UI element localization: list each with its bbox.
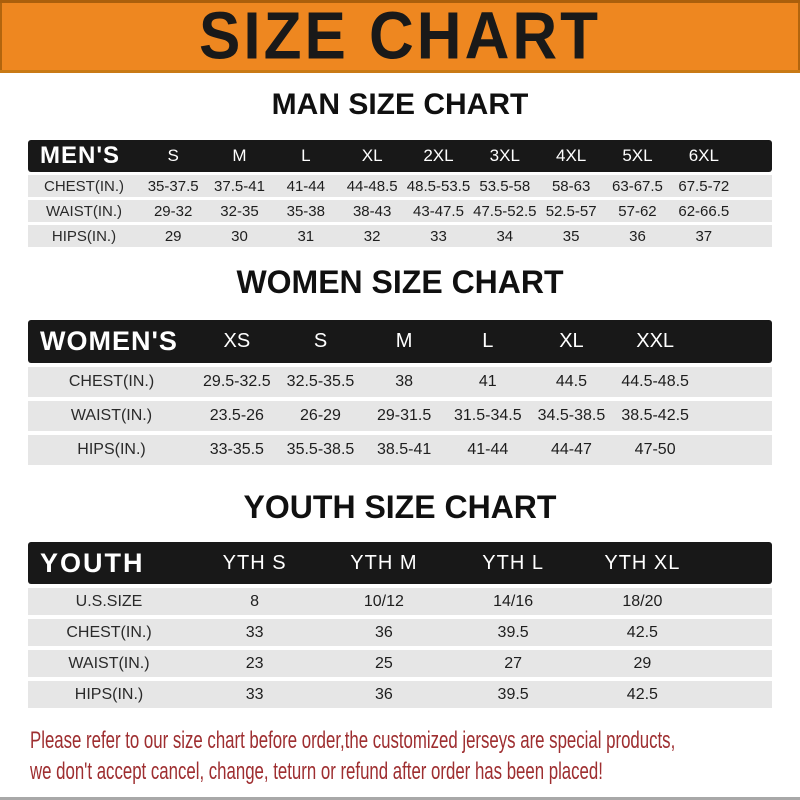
- size-cell: 29-31.5: [362, 401, 446, 431]
- table-row: [28, 619, 772, 646]
- row-label: CHEST(IN.): [28, 367, 195, 397]
- size-cell: 34.5-38.5: [530, 401, 614, 431]
- size-cell: 32.5-35.5: [279, 367, 363, 397]
- table-row: [28, 367, 772, 397]
- table-row: [28, 225, 772, 247]
- women-size-section: [0, 264, 800, 469]
- table-row: [28, 200, 772, 222]
- size-column-header: XL: [530, 320, 614, 363]
- size-cell: 38-43: [339, 200, 405, 222]
- size-cell: 44.5: [530, 367, 614, 397]
- table-corner-label: YOUTH: [28, 542, 190, 584]
- size-column-header: 2XL: [405, 140, 471, 172]
- size-cell: 37: [671, 225, 737, 247]
- table-corner-label: MEN'S: [28, 140, 140, 172]
- size-cell: 41-44: [446, 435, 530, 465]
- size-chart-banner: [0, 0, 800, 73]
- size-column-header: S: [140, 140, 206, 172]
- size-cell: 67.5-72: [671, 175, 737, 197]
- womens-header-row: [28, 320, 772, 363]
- row-label: WAIST(IN.): [28, 401, 195, 431]
- size-cell: 30: [206, 225, 272, 247]
- row-label: HIPS(IN.): [28, 225, 140, 247]
- table-row: [28, 175, 772, 197]
- size-column-header: YTH M: [319, 542, 448, 584]
- header-filler: [707, 542, 772, 584]
- size-column-header: M: [362, 320, 446, 363]
- size-cell: 39.5: [449, 619, 578, 646]
- size-column-header: L: [273, 140, 339, 172]
- size-cell: 47-50: [613, 435, 697, 465]
- banner-title: SIZE CHART: [199, 0, 601, 74]
- size-cell: 53.5-58: [472, 175, 538, 197]
- size-cell: 33: [190, 619, 319, 646]
- table-row: [28, 401, 772, 431]
- size-cell: 32-35: [206, 200, 272, 222]
- size-column-header: 6XL: [671, 140, 737, 172]
- women-size-chart-heading: WOMEN SIZE CHART: [236, 264, 564, 300]
- size-cell: 23.5-26: [195, 401, 279, 431]
- size-column-header: YTH S: [190, 542, 319, 584]
- row-filler: [707, 588, 772, 615]
- size-cell: 37.5-41: [206, 175, 272, 197]
- row-label: CHEST(IN.): [28, 175, 140, 197]
- size-column-header: M: [206, 140, 272, 172]
- size-cell: 29: [578, 650, 707, 677]
- youth-size-table: [28, 538, 772, 712]
- disclaimer-line-2: we don't accept cancel, change, teturn or refund after order has been placed!: [30, 758, 603, 785]
- size-cell: 33: [405, 225, 471, 247]
- row-filler: [737, 200, 772, 222]
- size-cell: 10/12: [319, 588, 448, 615]
- size-cell: 39.5: [449, 681, 578, 708]
- size-column-header: S: [279, 320, 363, 363]
- size-cell: 36: [604, 225, 670, 247]
- table-corner-label: WOMEN'S: [28, 320, 195, 363]
- size-column-header: XL: [339, 140, 405, 172]
- row-filler: [707, 619, 772, 646]
- size-cell: 35-37.5: [140, 175, 206, 197]
- size-cell: 25: [319, 650, 448, 677]
- size-cell: 27: [449, 650, 578, 677]
- row-label: HIPS(IN.): [28, 681, 190, 708]
- size-cell: 36: [319, 619, 448, 646]
- disclaimer-text: [30, 725, 800, 787]
- row-label: WAIST(IN.): [28, 650, 190, 677]
- row-filler: [697, 401, 772, 431]
- size-cell: 48.5-53.5: [405, 175, 471, 197]
- man-size-section: [0, 88, 800, 250]
- size-cell: 34: [472, 225, 538, 247]
- table-row: [28, 650, 772, 677]
- size-cell: 57-62: [604, 200, 670, 222]
- size-cell: 42.5: [578, 681, 707, 708]
- size-cell: 8: [190, 588, 319, 615]
- size-cell: 38: [362, 367, 446, 397]
- youth-size-section: [0, 489, 800, 712]
- size-column-header: 5XL: [604, 140, 670, 172]
- size-column-header: XS: [195, 320, 279, 363]
- size-cell: 38.5-41: [362, 435, 446, 465]
- size-column-header: 4XL: [538, 140, 604, 172]
- header-filler: [697, 320, 772, 363]
- size-cell: 23: [190, 650, 319, 677]
- size-cell: 33: [190, 681, 319, 708]
- row-filler: [697, 435, 772, 465]
- youth-size-chart-heading: YOUTH SIZE CHART: [243, 489, 557, 525]
- size-cell: 18/20: [578, 588, 707, 615]
- size-cell: 29: [140, 225, 206, 247]
- row-filler: [707, 650, 772, 677]
- size-cell: 35: [538, 225, 604, 247]
- row-filler: [737, 225, 772, 247]
- size-cell: 41-44: [273, 175, 339, 197]
- size-cell: 32: [339, 225, 405, 247]
- size-cell: 14/16: [449, 588, 578, 615]
- size-cell: 29-32: [140, 200, 206, 222]
- row-label: CHEST(IN.): [28, 619, 190, 646]
- size-cell: 35-38: [273, 200, 339, 222]
- size-cell: 35.5-38.5: [279, 435, 363, 465]
- size-cell: 41: [446, 367, 530, 397]
- size-cell: 38.5-42.5: [613, 401, 697, 431]
- youth-header-row: [28, 542, 772, 584]
- size-cell: 47.5-52.5: [472, 200, 538, 222]
- size-cell: 44-47: [530, 435, 614, 465]
- size-cell: 33-35.5: [195, 435, 279, 465]
- size-cell: 58-63: [538, 175, 604, 197]
- size-column-header: YTH L: [449, 542, 578, 584]
- size-cell: 31.5-34.5: [446, 401, 530, 431]
- man-size-chart-heading: MAN SIZE CHART: [271, 88, 529, 121]
- size-cell: 36: [319, 681, 448, 708]
- size-column-header: L: [446, 320, 530, 363]
- table-row: [28, 588, 772, 615]
- table-row: [28, 435, 772, 465]
- size-cell: 31: [273, 225, 339, 247]
- disclaimer-line-1: Please refer to our size chart before order,the customized jerseys are special products,: [30, 727, 676, 754]
- size-cell: 29.5-32.5: [195, 367, 279, 397]
- size-cell: 26-29: [279, 401, 363, 431]
- row-filler: [737, 175, 772, 197]
- mens-header-row: [28, 140, 772, 172]
- row-label: HIPS(IN.): [28, 435, 195, 465]
- womens-size-table: [28, 316, 772, 469]
- row-label: WAIST(IN.): [28, 200, 140, 222]
- size-cell: 52.5-57: [538, 200, 604, 222]
- size-cell: 44.5-48.5: [613, 367, 697, 397]
- size-cell: 62-66.5: [671, 200, 737, 222]
- size-column-header: 3XL: [472, 140, 538, 172]
- row-filler: [707, 681, 772, 708]
- size-cell: 43-47.5: [405, 200, 471, 222]
- size-cell: 63-67.5: [604, 175, 670, 197]
- table-row: [28, 681, 772, 708]
- size-cell: 44-48.5: [339, 175, 405, 197]
- size-column-header: YTH XL: [578, 542, 707, 584]
- header-filler: [737, 140, 772, 172]
- size-column-header: XXL: [613, 320, 697, 363]
- mens-size-table: [28, 137, 772, 250]
- size-cell: 42.5: [578, 619, 707, 646]
- row-filler: [697, 367, 772, 397]
- row-label: U.S.SIZE: [28, 588, 190, 615]
